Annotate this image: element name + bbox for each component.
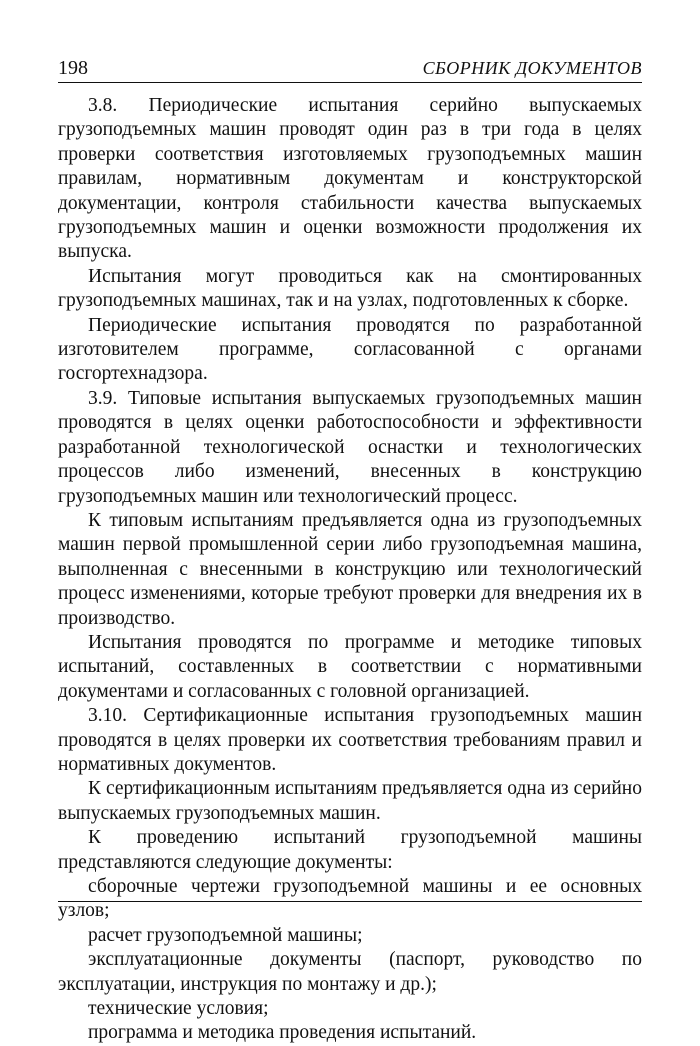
paragraph: К типовым испытаниям предъявляется одна из грузоподъемных машин первой промышленной серии либо грузоподъемная машина, выполненная с внесенными в конструкцию или технологический процесс изменениями, которые требуют проверки для внедрения их в производство. (58, 509, 642, 629)
paragraph-3-9: 3.9. Типовые испытания выпускаемых грузоподъемных машин проводятся в целях оценки работоспособности и эффективности разработанной технологической оснастки и технологических процессов либо изменений, внесенных в конструкцию грузоподъемных машин или технологический процесс. (58, 387, 642, 507)
paragraph-3-10: 3.10. Сертификационные испытания грузоподъемных машин проводятся в целях проверки их соответствия требованиям правил и нормативных документов. (58, 705, 642, 775)
paragraph: Периодические испытания проводятся по разработанной изготовителем программе, согласованной с органами госгортехнадзора. (58, 314, 642, 385)
paragraph-3-8: 3.8. Периодические испытания серийно выпускаемых грузоподъемных машин проводят один раз в три года в целях проверки соответствия изготовляемых грузоподъемных машин правилам, нормативным документам и конструкторской документации, контроля стабильности качества выпускаемых грузоподъемных машин и оценки возможности продолжения их выпуска. (58, 95, 642, 263)
list-item: эксплуатационные документы (паспорт, руководство по эксплуатации, инструкция по монтажу и др.); (58, 949, 642, 995)
paragraph: Испытания могут проводиться как на смонтированных грузоподъемных машинах, так и на узлах, подготовленных к сборке. (58, 265, 642, 312)
list-item: технические условия; (88, 998, 269, 1020)
paragraph: К проведению испытаний грузоподъемной машины представляются следующие документы: (58, 827, 642, 873)
footer-rule (58, 901, 642, 902)
page-number: 198 (58, 57, 88, 79)
list-item: расчет грузоподъемной машины; (88, 924, 363, 946)
paragraph: Испытания проводятся по программе и методике типовых испытаний, составленных в соответствии с нормативными документами и согласованных с головной организацией. (58, 631, 642, 702)
running-title: СБОРНИК ДОКУМЕНТОВ (422, 58, 642, 78)
page-body (58, 94, 642, 1046)
paragraph: К сертификационным испытаниям предъявляется одна из серийно выпускаемых грузоподъемных машин. (58, 778, 642, 824)
running-header (58, 56, 642, 83)
list-item: программа и методика проведения испытаний. (88, 1022, 477, 1044)
list-item: сборочные чертежи грузоподъемной машины и ее основных узлов; (58, 876, 642, 922)
